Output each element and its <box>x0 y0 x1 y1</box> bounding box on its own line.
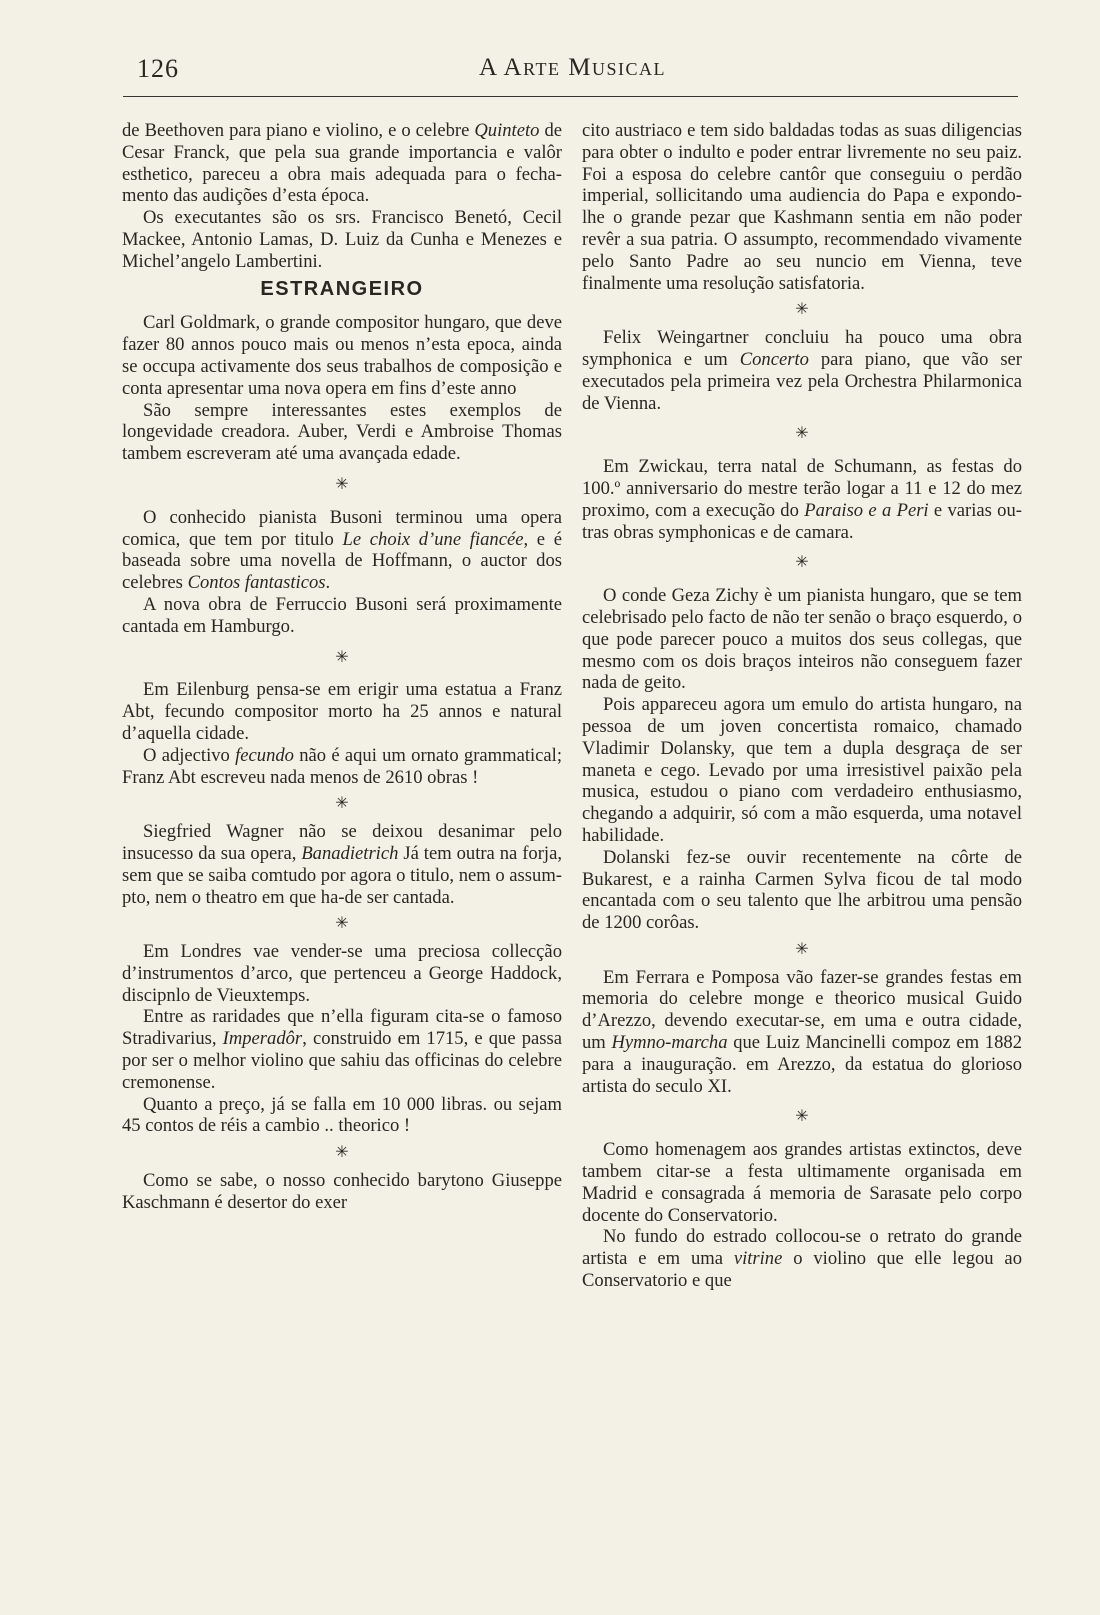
text-run: A nova obra de Ferruccio Busoni será proximamente cantada em Hamburgo. <box>122 593 562 637</box>
text-run: Já tem outra na forja, sem que se saiba comtudo por agora o titulo, nem o assumpto, nem o theatro em que ha-de ser cantada. <box>122 842 562 908</box>
article-paragraph <box>122 679 562 744</box>
italic-title: fecundo <box>235 744 294 766</box>
asterisk-separator-icon: ✳ <box>795 425 809 443</box>
article-paragraph <box>122 745 562 789</box>
text-run: Dolanski fez-se ouvir recentemente na côrte de Bukarest, e a rainha Carmen Sylva ficou de tal modo encantada com o seu talento que lhe arbitrou uma pensão de 1200 corôas. <box>582 846 1022 934</box>
asterisk-separator-icon: ✳ <box>335 915 349 933</box>
text-run: Entre as raridades que n’ella figuram cita-se o famoso Stradivarius, <box>122 1006 562 1050</box>
text-run: Em Zwickau, terra natal de Schumann, as festas do 100.º anniversario do mestre terão logar a 11 e 12 do mez proximo, com a execução do <box>582 456 1022 521</box>
italic-title: Contos fantasticos <box>187 572 326 594</box>
asterisk-separator-icon: ✳ <box>795 301 809 319</box>
text-run: de Cesar Franck, que pela sua grande importancia e valôr esthetico, pareceu a obra mais adequada para o fechamento das audições d’esta época. <box>122 120 562 207</box>
text-run: Como homenagem aos grandes artistas extinctos, deve tambem citar-se a festa ultimamente organisada em Madrid e consagrada á memoria de Sarasate pelo corpo docente do Conservatorio. <box>582 1139 1022 1226</box>
text-run: não é aqui um ornato grammatical; Franz Abt escreveu nada menos de 2610 obras ! <box>122 744 563 788</box>
asterisk-separator-icon: ✳ <box>795 554 809 572</box>
section-heading: ESTRANGEIRO <box>260 277 424 300</box>
text-run: Em Ferrara e Pomposa vão fazer-se grandes festas em memoria do celebre monge e theorico musical Guido d’Arezzo, devendo executar-se, em uma e outra cidade, um <box>582 966 1022 1054</box>
text-run: , construido em 1715, e que passa por ser o melhor violino que sahiu das officinas do celebre cremonense. <box>122 1028 563 1093</box>
article-paragraph <box>582 120 1022 294</box>
text-run: Pois appareceu agora um emulo do artista hungaro, na pessoa de um joven concertista romaico, chamado Vladimir Dolansky, que tem a dupla desgraça de ser maneta e cego. Levado por uma irresistivel paixão pela musica, estudou o piano com verdadeiro enthusiasmo, chegando a adquirir, só com a mão esquerda, uma notavel habilidade. <box>582 694 1022 846</box>
article-paragraph <box>122 507 562 594</box>
text-run: Os executantes são os srs. Francisco Benetó, Cecil Mackee, Antonio Lamas, D. Luiz da Cunha e Menezes e Michel’angelo Lambertini. <box>122 207 562 272</box>
text-run: Em Londres vae vender-se uma preciosa collecção d’instrumentos d’arco, que pertenceu a George Haddock, discipnlo de Vieuxtemps. <box>122 941 562 1006</box>
article-paragraph <box>122 1006 562 1093</box>
italic-title: Le choix d’une fiancée <box>342 528 524 550</box>
text-run: Quanto a preço, já se falla em 10 000 libras. ou sejam 45 contos de réis a cambio .. theorico ! <box>122 1093 562 1137</box>
text-run: para piano, que vão ser executados pela primeira vez pela Orchestra Philarmonica de Vienna. <box>582 348 1022 414</box>
text-run: Siegfried Wagner não se deixou desanimar pelo insucesso da sua opera, <box>122 821 562 864</box>
asterisk-separator-icon: ✳ <box>335 648 349 666</box>
text-run: Carl Goldmark, o grande compositor hungaro, que deve fazer 80 annos pouco mais ou menos n’esta epoca, ainda se occupa activamente dos seus trabalhos de composição e conta apresentar uma nova opera em fins d’este anno <box>122 312 562 399</box>
article-paragraph <box>122 941 562 1006</box>
text-run: No fundo do estrado collocou-se o retrato do grande artista e em uma <box>582 1226 1022 1270</box>
text-run: Felix Weingartner concluiu ha pouco uma obra symphonica e um <box>582 327 1022 370</box>
text-run: o violino que elle legou ao Conservatorio e que <box>582 1248 1022 1292</box>
article-paragraph <box>582 1139 1022 1226</box>
header-rule <box>123 96 1018 97</box>
text-run: e varias outras obras symphonicas e de camara. <box>582 499 1022 543</box>
article-paragraph <box>582 694 1022 847</box>
article-paragraph <box>122 1170 562 1214</box>
running-title: A Arte Musical <box>479 54 666 81</box>
italic-title: Hymno-marcha <box>611 1032 728 1054</box>
page-header <box>125 50 1020 90</box>
text-run: que Luiz Mancinelli compoz em 1882 para a inauguração. em Arezzo, da estatua do glorioso artista do seculo XI. <box>582 1032 1022 1097</box>
article-paragraph <box>582 327 1022 414</box>
asterisk-separator-icon: ✳ <box>335 1144 349 1162</box>
text-run: O conhecido pianista Busoni terminou uma opera comica, que tem por titulo <box>122 506 562 550</box>
text-run: Em Eilenburg pensa-se em erigir uma estatua a Franz Abt, fecundo compositor morto ha 25 annos e natural d’aquella cidade. <box>122 679 562 744</box>
asterisk-separator-icon: ✳ <box>335 795 349 813</box>
asterisk-separator-icon: ✳ <box>335 475 349 493</box>
article-paragraph <box>582 1226 1022 1291</box>
article-paragraph <box>122 120 562 207</box>
left-column <box>122 120 562 1214</box>
article-paragraph <box>122 821 562 908</box>
text-run: O adjectivo <box>143 744 236 766</box>
italic-title: Banadietrich <box>301 842 399 864</box>
text-run: cito austriaco e tem sido baldadas todas as suas diligencias para obter o indulto e poder entrar livremente no seu paiz. Foi a esposa do celebre cantôr que conseguiu o perdão imperial, sollicitando uma audiencia do Papa e expondo-lhe o grande pezar que Kashmann sentia em não poder revêr a sua patria. O assumpto, recommendado vivamente pelo Santo Padre ao seu nuncio em Vienna, teve finalmente uma resolução satisfatoria. <box>582 120 1022 294</box>
article-paragraph <box>582 585 1022 694</box>
article-paragraph <box>122 207 562 272</box>
text-run: São sempre interessantes estes exemplos de longevidade creadora. Auber, Verdi e Ambroise Thomas tambem escreveram até uma avançada edade. <box>122 399 562 465</box>
article-paragraph <box>582 847 1022 934</box>
italic-title: Concerto <box>739 348 809 370</box>
text-run: . <box>325 572 331 594</box>
article-paragraph <box>582 456 1022 543</box>
article-paragraph <box>122 594 562 638</box>
italic-title: Paraiso e a Peri <box>804 499 929 521</box>
asterisk-separator-icon: ✳ <box>795 940 809 958</box>
right-column <box>582 120 1022 1292</box>
asterisk-separator-icon: ✳ <box>795 1108 809 1126</box>
article-paragraph <box>122 312 562 399</box>
article-paragraph <box>582 967 1022 1098</box>
page-number: 126 <box>137 54 179 83</box>
text-run: de Beethoven para piano e violino, e o celebre <box>122 120 475 141</box>
text-run: Como se sabe, o nosso conhecido barytono Giuseppe Kaschmann é desertor do exer <box>122 1170 562 1213</box>
text-run: O conde Geza Zichy è um pianista hungaro, que se tem celebrisado pelo facto de não ter senão o braço esquerdo, o que pode parecer pouco a muitos dos seus collegas, que mesmo com os dois braços inteiros não conseguem fazer nada de geito. <box>582 585 1022 694</box>
text-run: , e é baseada sobre uma novella de Hoffmann, o auctor dos celebres <box>122 528 562 594</box>
italic-title: vitrine <box>733 1248 783 1270</box>
article-paragraph <box>122 1094 562 1138</box>
article-paragraph <box>122 400 562 465</box>
italic-title: Quinteto <box>474 120 540 141</box>
italic-title: Imperadôr <box>222 1028 303 1050</box>
